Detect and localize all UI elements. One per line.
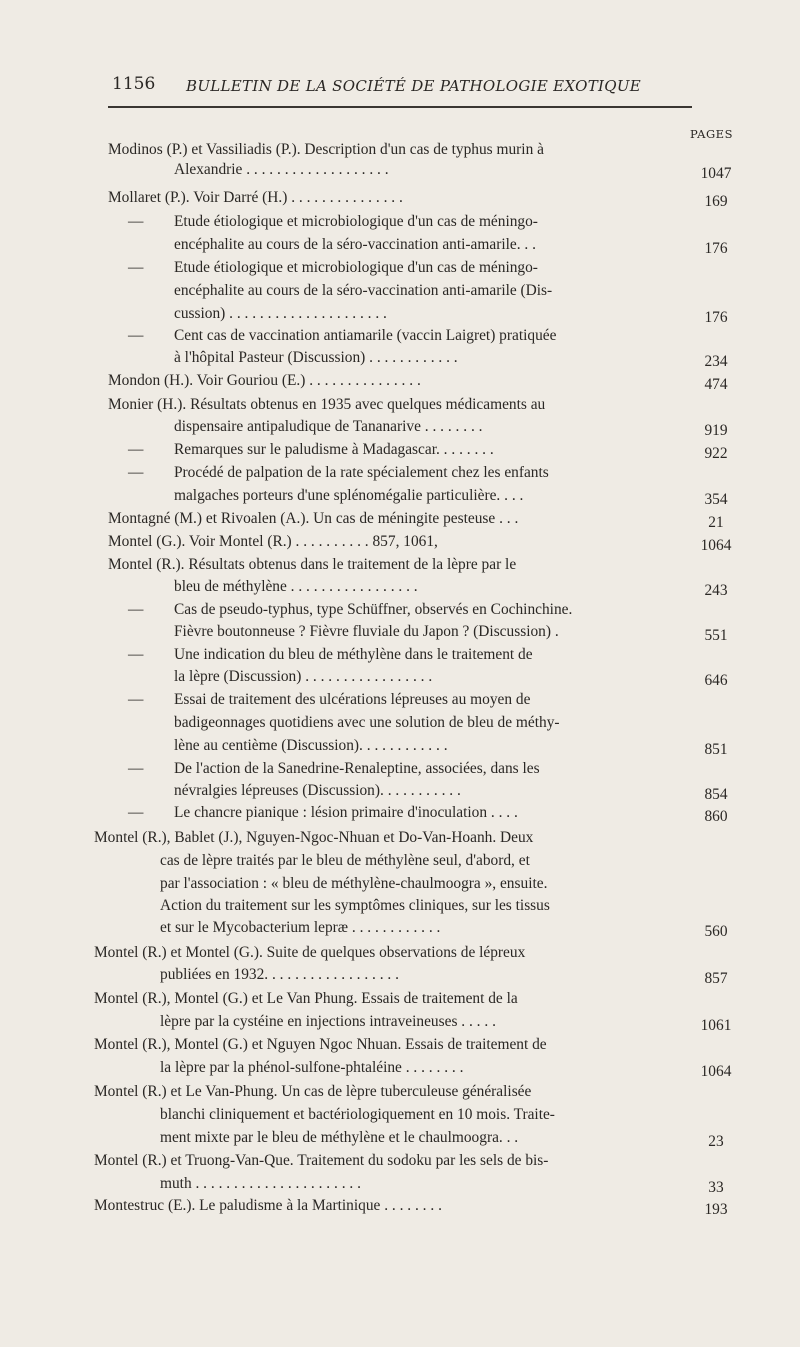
- page-reference: 243: [704, 582, 728, 599]
- index-line: Monier (H.). Résultats obtenus en 1935 avec quelques médicaments au: [108, 396, 546, 413]
- page-reference: 474: [704, 376, 728, 393]
- page-number: 1156: [112, 74, 156, 94]
- index-line: encéphalite au cours de la séro-vaccination anti-amarile. . .: [174, 236, 536, 253]
- index-line: Etude étiologique et microbiologique d'un cas de méningo-: [174, 213, 538, 230]
- index-line: à l'hôpital Pasteur (Discussion) . . . . . . . . . . . .: [174, 349, 458, 366]
- entry-dash: —: [128, 804, 144, 821]
- entry-dash: —: [128, 213, 144, 230]
- index-line: la lèpre par la phénol-sulfone-phtaléine . . . . . . . .: [160, 1059, 464, 1076]
- page-reference: 21: [708, 514, 724, 531]
- entry-dash: —: [128, 464, 144, 481]
- index-line: Montel (R.) et Truong-Van-Que. Traitement du sodoku par les sels de bis-: [94, 1152, 549, 1169]
- page-reference: 1064: [700, 1063, 732, 1080]
- index-line: dispensaire antipaludique de Tananarive . . . . . . . .: [174, 418, 483, 435]
- page-reference: 23: [708, 1133, 724, 1150]
- index-line: Montel (R.), Bablet (J.), Nguyen-Ngoc-Nhuan et Do-Van-Hoanh. Deux: [94, 829, 534, 846]
- index-line: Montel (R.) et Montel (G.). Suite de quelques observations de lépreux: [94, 944, 526, 961]
- index-line: blanchi cliniquement et bactériologiquement en 10 mois. Traite-: [160, 1106, 555, 1123]
- entry-dash: —: [128, 691, 144, 708]
- page-reference: 560: [704, 923, 728, 940]
- index-line: bleu de méthylène . . . . . . . . . . . . . . . . .: [174, 578, 418, 595]
- index-line: Action du traitement sur les symptômes cliniques, sur les tissus: [160, 897, 550, 914]
- page-reference: 851: [704, 741, 728, 758]
- page-reference: 234: [704, 353, 728, 370]
- pages-column-label: PAGES: [690, 127, 733, 141]
- page-reference: 1061: [700, 1017, 732, 1034]
- entry-dash: —: [128, 441, 144, 458]
- index-line: badigeonnages quotidiens avec une solution de bleu de méthy-: [174, 714, 560, 731]
- index-line: lèpre par la cystéine en injections intraveineuses . . . . .: [160, 1013, 496, 1030]
- index-line: Cent cas de vaccination antiamarile (vaccin Laigret) pratiquée: [174, 327, 557, 344]
- index-line: Montel (R.), Montel (G.) et Le Van Phung. Essais de traitement de la: [94, 990, 518, 1007]
- index-line: Etude étiologique et microbiologique d'un cas de méningo-: [174, 259, 538, 276]
- page-reference: 919: [704, 422, 728, 439]
- page-reference: 922: [704, 445, 728, 462]
- index-line: malgaches porteurs d'une splénomégalie particulière. . . .: [174, 487, 524, 504]
- page-reference: 854: [704, 786, 728, 803]
- index-line: Alexandrie . . . . . . . . . . . . . . . . . . .: [174, 161, 389, 178]
- index-line: publiées en 1932. . . . . . . . . . . . . . . . . .: [160, 966, 399, 983]
- page-reference: 176: [704, 309, 728, 326]
- index-line: Procédé de palpation de la rate spécialement chez les enfants: [174, 464, 549, 481]
- index-line: Mondon (H.). Voir Gouriou (E.) . . . . . . . . . . . . . . .: [108, 372, 421, 389]
- page-reference: 857: [704, 970, 728, 987]
- index-line: Une indication du bleu de méthylène dans le traitement de: [174, 646, 533, 663]
- index-line: Le chancre pianique : lésion primaire d'inoculation . . . .: [174, 804, 518, 821]
- entry-dash: —: [128, 646, 144, 663]
- page-reference: 176: [704, 240, 728, 257]
- page-reference: 169: [704, 193, 728, 210]
- index-line: muth . . . . . . . . . . . . . . . . . . . . . .: [160, 1175, 361, 1192]
- index-line: par l'association : « bleu de méthylène-chaulmoogra », ensuite.: [160, 875, 548, 892]
- page-reference: 193: [704, 1201, 728, 1218]
- entry-dash: —: [128, 601, 144, 618]
- page-reference: 646: [704, 672, 728, 689]
- page-reference: 354: [704, 491, 728, 508]
- index-line: Cas de pseudo-typhus, type Schüffner, observés en Cochinchine.: [174, 601, 573, 618]
- header-rule: [108, 106, 692, 108]
- index-line: et sur le Mycobacterium lepræ . . . . . . . . . . . .: [160, 919, 441, 936]
- page-reference: 1064: [700, 537, 732, 554]
- index-line: Montel (R.), Montel (G.) et Nguyen Ngoc Nhuan. Essais de traitement de: [94, 1036, 547, 1053]
- index-line: cussion) . . . . . . . . . . . . . . . . . . . . .: [174, 305, 387, 322]
- index-line: Montagné (M.) et Rivoalen (A.). Un cas de méningite pesteuse . . .: [108, 510, 519, 527]
- index-line: Montel (R.). Résultats obtenus dans le traitement de la lèpre par le: [108, 556, 517, 573]
- entry-dash: —: [128, 327, 144, 344]
- page-reference: 860: [704, 808, 728, 825]
- page-reference: 551: [704, 627, 728, 644]
- index-line: Remarques sur le paludisme à Madagascar. . . . . . . .: [174, 441, 494, 458]
- entry-dash: —: [128, 760, 144, 777]
- index-line: Essai de traitement des ulcérations lépreuses au moyen de: [174, 691, 531, 708]
- index-line: la lèpre (Discussion) . . . . . . . . . . . . . . . . .: [174, 668, 433, 685]
- index-line: Montel (R.) et Le Van-Phung. Un cas de lèpre tuberculeuse généralisée: [94, 1083, 532, 1100]
- index-line: cas de lèpre traités par le bleu de méthylène seul, d'abord, et: [160, 852, 530, 869]
- page-reference: 33: [708, 1179, 724, 1196]
- index-line: Montel (G.). Voir Montel (R.) . . . . . . . . . . 857, 1061,: [108, 533, 438, 550]
- index-line: ment mixte par le bleu de méthylène et le chaulmoogra. . .: [160, 1129, 519, 1146]
- entry-dash: —: [128, 259, 144, 276]
- index-line: Mollaret (P.). Voir Darré (H.) . . . . . . . . . . . . . . .: [108, 189, 403, 206]
- running-title: BULLETIN DE LA SOCIÉTÉ DE PATHOLOGIE EXOTIQUE: [186, 77, 642, 95]
- page-reference: 1047: [700, 165, 732, 182]
- index-line: Montestruc (E.). Le paludisme à la Martinique . . . . . . . .: [94, 1197, 442, 1214]
- index-line: Fièvre boutonneuse ? Fièvre fluviale du Japon ? (Discussion) .: [174, 623, 559, 640]
- index-line: névralgies lépreuses (Discussion). . . . . . . . . . .: [174, 782, 461, 799]
- index-line: Modinos (P.) et Vassiliadis (P.). Description d'un cas de typhus murin à: [108, 141, 544, 158]
- index-line: encéphalite au cours de la séro-vaccination anti-amarile (Dis-: [174, 282, 553, 299]
- index-line: lène au centième (Discussion). . . . . . . . . . . .: [174, 737, 448, 754]
- index-line: De l'action de la Sanedrine-Renaleptine, associées, dans les: [174, 760, 540, 777]
